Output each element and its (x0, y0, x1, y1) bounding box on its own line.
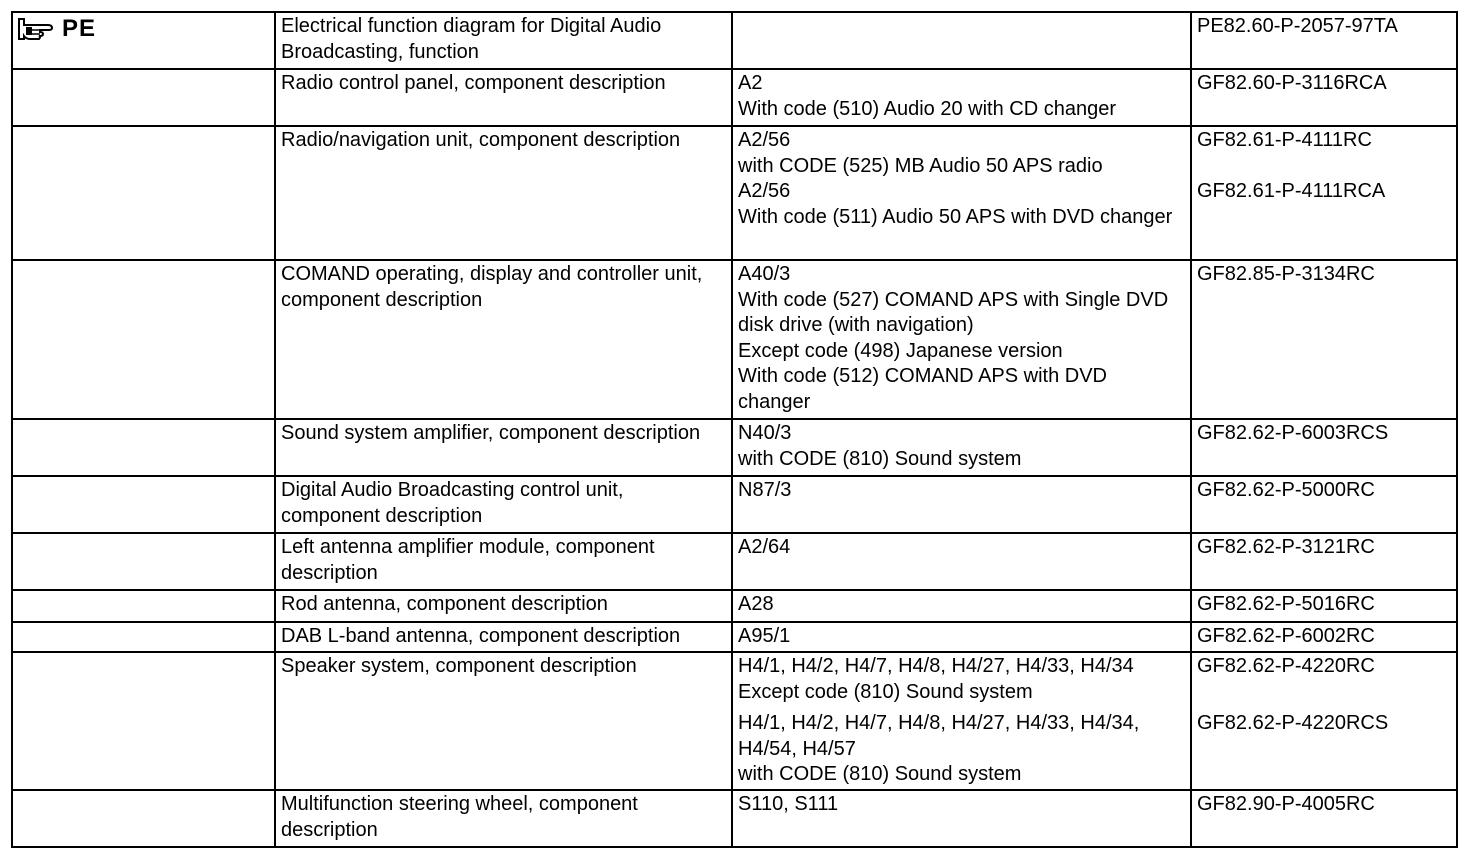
description-text: Digital Audio Broadcasting control unit, component description (281, 479, 624, 527)
codes-cell (732, 652, 1191, 790)
component-code: A2/56 (738, 180, 791, 202)
description-cell (275, 419, 732, 476)
description-text: Multifunction steering wheel, component description (281, 793, 638, 841)
description-text: Radio/navigation unit, component description (281, 129, 681, 151)
blank-cell (12, 790, 275, 847)
component-code: H4/1, H4/2, H4/7, H4/8, H4/27, H4/33, H4/34, H4/54, H4/57 (738, 712, 1140, 760)
reference-cell (1191, 69, 1457, 126)
codes-cell (732, 790, 1191, 847)
description-cell (275, 590, 732, 622)
description-text: Radio control panel, component description (281, 72, 666, 94)
blank-cell (12, 126, 275, 260)
table-row (12, 419, 1457, 476)
reference-link[interactable]: GF82.62-P-5016RC (1197, 593, 1375, 615)
codes-cell (732, 69, 1191, 126)
table-row (12, 260, 1457, 419)
codes-cell (732, 533, 1191, 590)
reference-link[interactable]: GF82.62-P-5000RC (1197, 479, 1375, 501)
description-cell (275, 126, 732, 260)
component-code: N87/3 (738, 479, 792, 501)
reference-link[interactable]: GF82.60-P-3116RCA (1197, 72, 1387, 94)
spacer (1197, 680, 1450, 711)
component-code: A2/64 (738, 536, 791, 558)
codes-cell (732, 12, 1191, 69)
codes-cell (732, 622, 1191, 652)
description-cell (275, 260, 732, 419)
blank-cell (12, 533, 275, 590)
codes-cell (732, 419, 1191, 476)
codes-cell (732, 260, 1191, 419)
reference-cell (1191, 126, 1457, 260)
code-condition: with CODE (810) Sound system (738, 763, 1022, 785)
document-table (11, 11, 1458, 848)
description-text: Rod antenna, component description (281, 593, 608, 615)
table-row (12, 790, 1457, 847)
component-code: S110, S111 (738, 793, 839, 815)
table-row (12, 652, 1457, 790)
reference-link[interactable]: GF82.62-P-3121RC (1197, 536, 1375, 558)
description-cell (275, 476, 732, 533)
code-condition: with CODE (810) Sound system (738, 447, 1022, 470)
component-code: A28 (738, 593, 774, 615)
pe-marker (18, 14, 268, 44)
blank-cell (12, 69, 275, 126)
component-code: A95/1 (738, 625, 791, 647)
codes-cell (732, 476, 1191, 533)
reference-link[interactable]: GF82.62-P-4220RC (1197, 655, 1375, 677)
table-row (12, 622, 1457, 652)
description-text: Left antenna amplifier module, component description (281, 536, 655, 584)
reference-link[interactable]: GF82.61-P-4111RCA (1197, 179, 1386, 202)
reference-link[interactable]: GF82.85-P-3134RC (1197, 263, 1375, 285)
reference-link[interactable]: GF82.62-P-4220RCS (1197, 711, 1389, 734)
pe-label: PE (62, 15, 97, 42)
code-condition: Except code (498) Japanese version (738, 339, 1063, 362)
description-text: Electrical function diagram for Digital Audio Broadcasting, function (281, 15, 662, 63)
code-condition: With code (511) Audio 50 APS with DVD changer (738, 205, 1173, 228)
code-condition: with CODE (525) MB Audio 50 APS radio (738, 154, 1103, 177)
component-code: H4/1, H4/2, H4/7, H4/8, H4/27, H4/33, H4/34 (738, 655, 1134, 677)
reference-cell (1191, 652, 1457, 790)
reference-link[interactable]: GF82.62-P-6002RC (1197, 625, 1375, 647)
codes-cell (732, 590, 1191, 622)
reference-link[interactable]: GF82.61-P-4111RC (1197, 129, 1372, 151)
description-text: Sound system amplifier, component description (281, 422, 701, 444)
reference-cell (1191, 12, 1457, 69)
reference-cell (1191, 533, 1457, 590)
reference-cell (1191, 590, 1457, 622)
reference-link[interactable]: PE82.60-P-2057-97TA (1197, 15, 1398, 37)
table-row (12, 126, 1457, 260)
description-cell (275, 652, 732, 790)
description-cell (275, 622, 732, 652)
table-row (12, 590, 1457, 622)
blank-cell (12, 652, 275, 790)
reference-link[interactable]: GF82.90-P-4005RC (1197, 793, 1375, 815)
component-code: A2/56 (738, 129, 791, 151)
reference-link[interactable]: GF82.62-P-6003RCS (1197, 422, 1389, 444)
description-text: DAB L-band antenna, component description (281, 625, 681, 647)
component-code: A40/3 (738, 263, 791, 285)
blank-cell (12, 419, 275, 476)
description-cell (275, 69, 732, 126)
reference-cell (1191, 622, 1457, 652)
description-cell (275, 790, 732, 847)
header-cell (12, 12, 275, 69)
reference-cell (1191, 260, 1457, 419)
component-code: A2 (738, 72, 763, 94)
blank-cell (12, 622, 275, 652)
table-row (12, 12, 1457, 69)
code-condition: With code (512) COMAND APS with DVD changer (738, 365, 1107, 413)
code-condition: With code (527) COMAND APS with Single DVD disk drive (with navigation) (738, 288, 1169, 336)
reference-cell (1191, 419, 1457, 476)
description-cell (275, 533, 732, 590)
blank-cell (12, 476, 275, 533)
blank-cell (12, 590, 275, 622)
reference-cell (1191, 790, 1457, 847)
code-condition: Except code (810) Sound system (738, 680, 1033, 703)
spacer (1197, 154, 1450, 179)
description-text: COMAND operating, display and controller unit, component description (281, 263, 703, 311)
table-row (12, 69, 1457, 126)
codes-cell (732, 126, 1191, 260)
table-row (12, 533, 1457, 590)
blank-cell (12, 260, 275, 419)
component-code: N40/3 (738, 422, 792, 444)
description-cell (275, 12, 732, 69)
hand-pointer-icon (18, 16, 54, 42)
table-row (12, 476, 1457, 533)
code-condition: With code (510) Audio 20 with CD changer (738, 97, 1116, 120)
description-text: Speaker system, component description (281, 655, 637, 677)
reference-cell (1191, 476, 1457, 533)
